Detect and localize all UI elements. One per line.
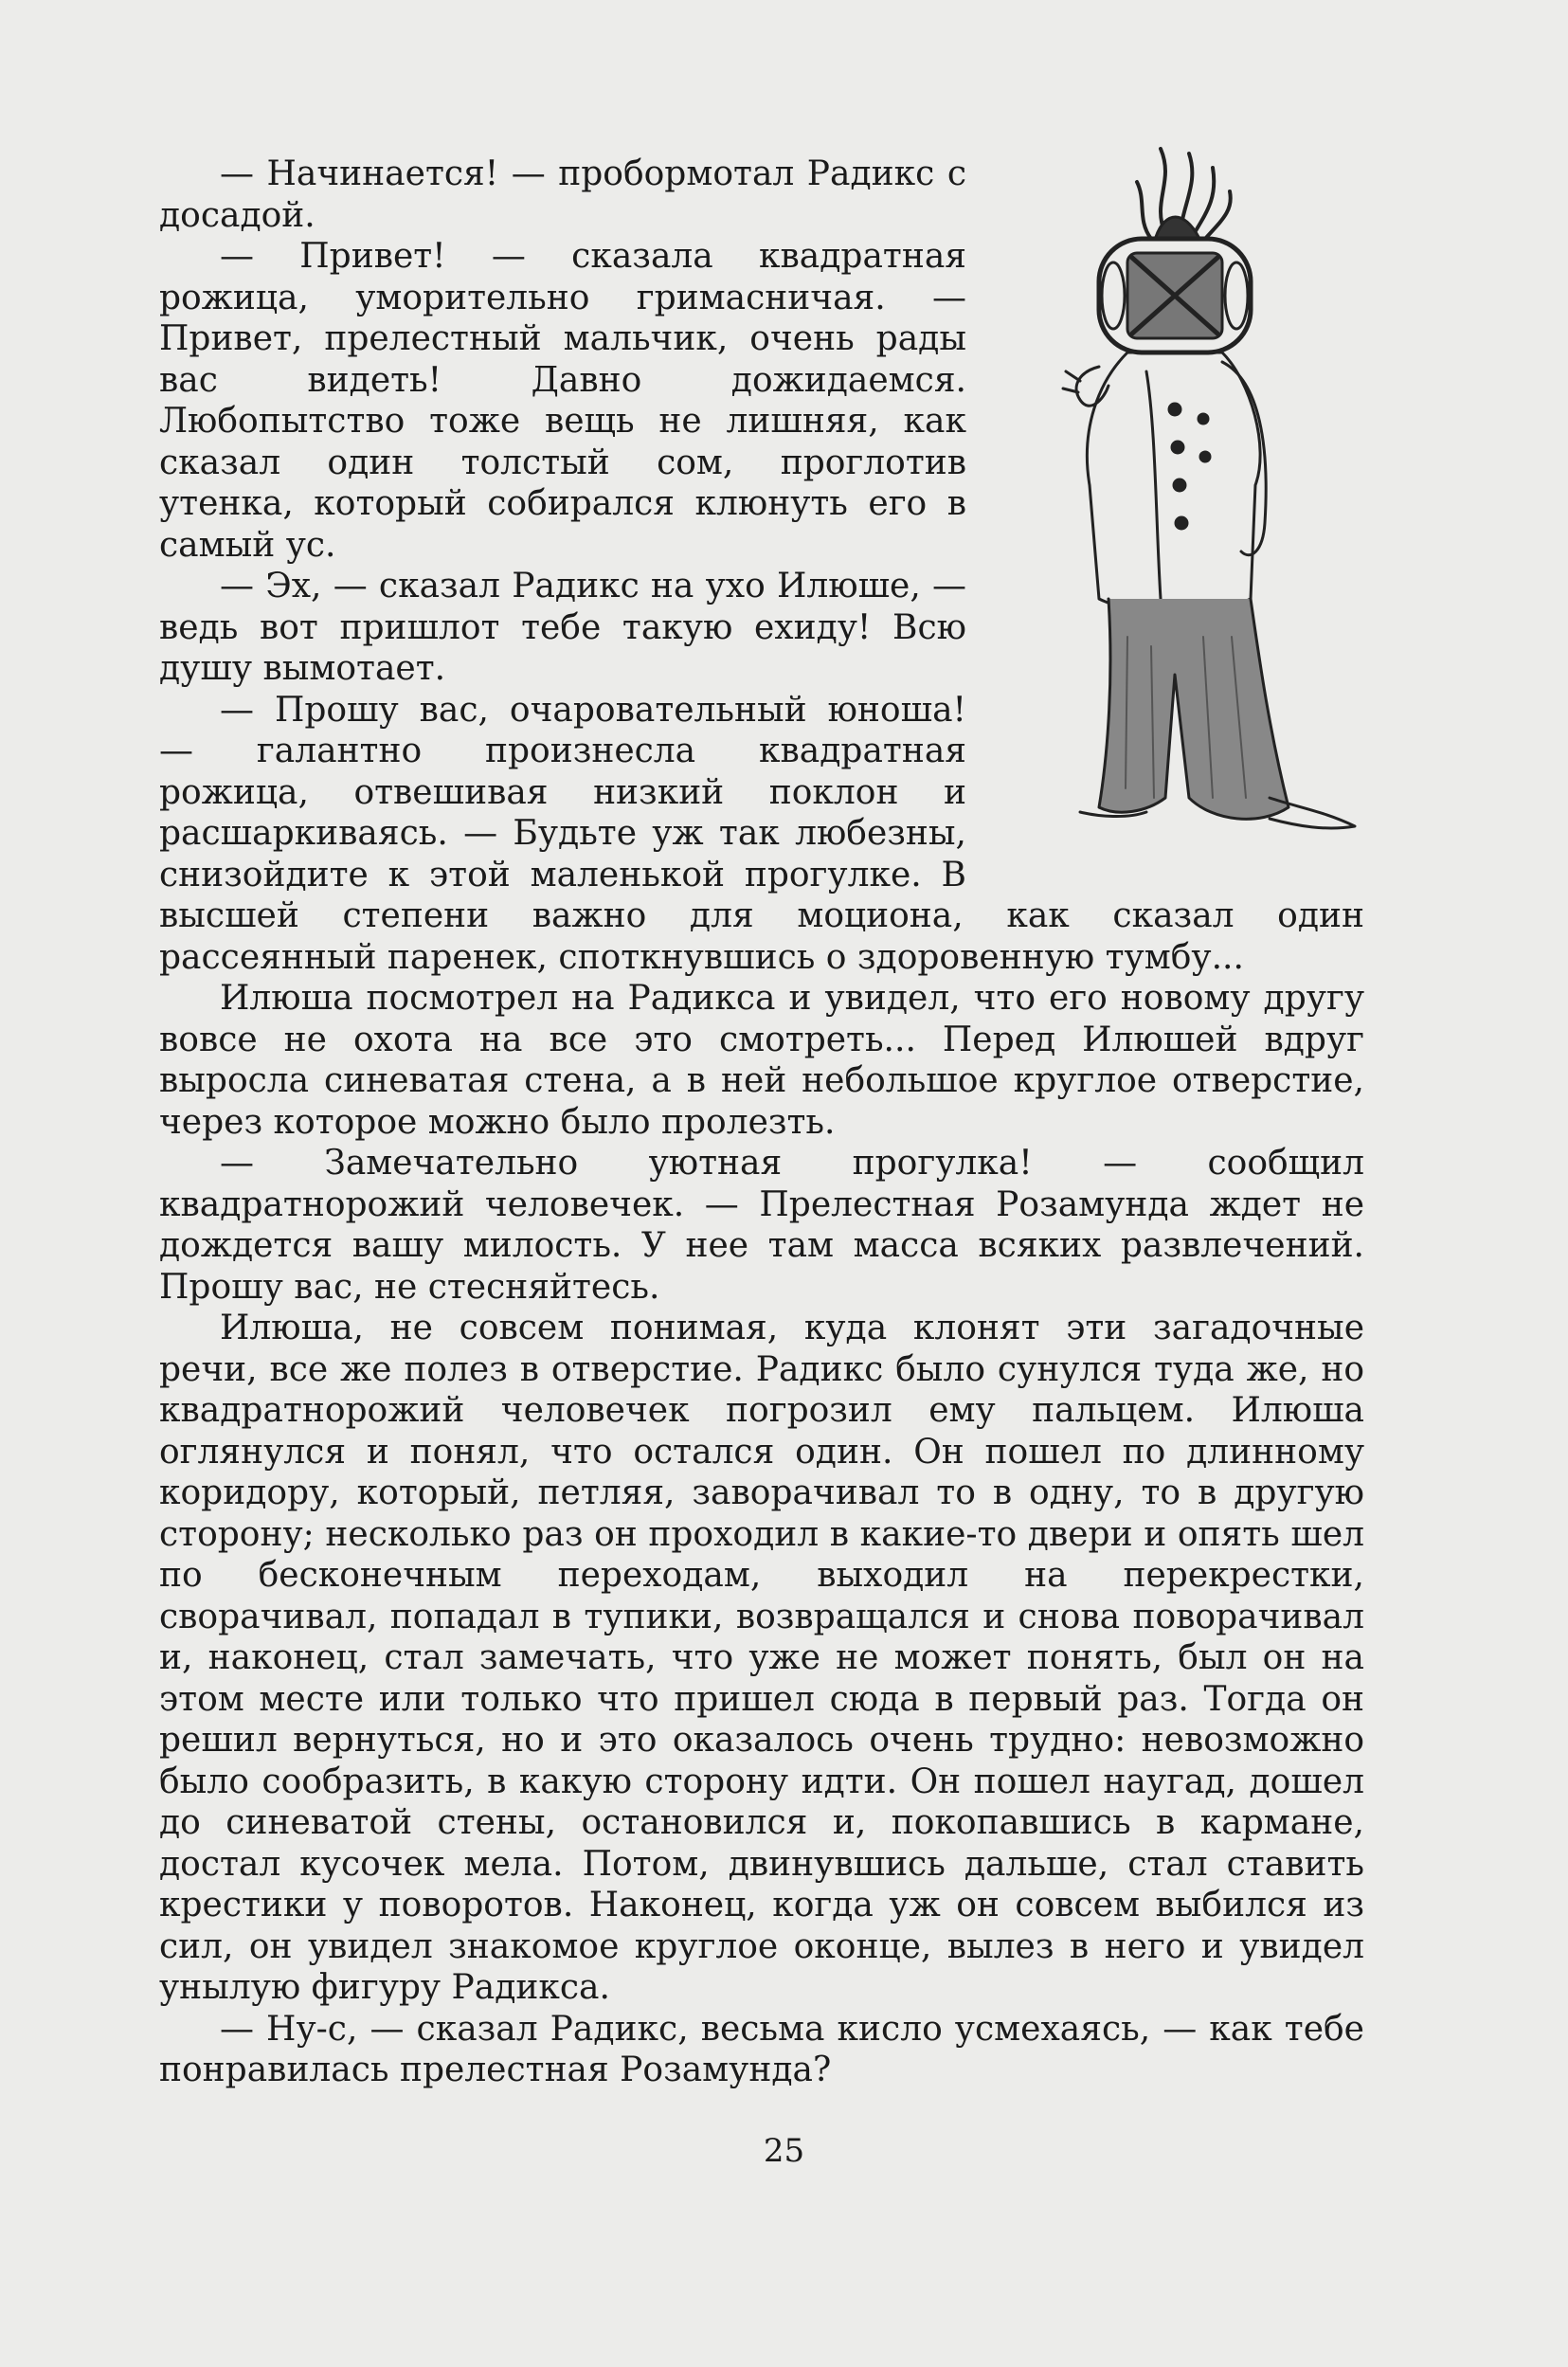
paragraph: Илюша, не совсем понимая, куда клонят эти загадочные речи, все же полез в отверстие. Радикс было сунулся туда же, но квадратнорожий человечек погрозил ему пальцем. Илюша оглянулся и понял, что остался один. Он пошел по длинному коридору, который, петляя, заворачивал то в одну, то в другую сторону; несколько раз он проходил в какие-то двери и опять шел по бесконечным переходам, выходил на перекрестки, сворачивал, попадал в тупики, возвращался и снова поворачивал и, наконец, стал замечать, что уже не может понять, был он на этом месте или только что пришел сюда в первый раз. Тогда он решил вернуться, но и это оказалось очень трудно: невозможно было сообразить, в какую сторону идти. Он пошел наугад, дошел до синеватой стены, остановился и, покопавшись в кармане, достал кусочек мела. Потом, двинувшись дальше, стал ставить крестики у поворотов. Наконец, когда уж он совсем выбился из сил, он увидел знакомое круглое оконце, вылез в него и увидел унылую фигуру Радикса. — [159, 1309, 1364, 2007]
paragraph: — Привет! — сказала квадратная рожица, уморительно гримасничая. — Привет, прелестный мальчик, очень рады вас видеть! Давно дожидаемся. Любопытство тоже вещь не лишняя, как сказал один толстый сом, проглотив утенка, который собирался клюнуть его в самый ус. — [159, 237, 966, 565]
paragraph: — Прошу вас, очаровательный юноша! — галантно произнесла квадратная рожица, отвешивая низкий поклон и расшаркиваясь. — Будьте уж так любезны, снизойдите к этой маленькой прогулке. В высшей степени важно для моциона, как сказал один рассеянный паренек, споткнувшись о здоровенную тумбу... — [159, 690, 1364, 977]
body-text — [159, 154, 1364, 2091]
paragraph: — Начинается! — пробормотал Радикс с досадой. — [159, 154, 966, 235]
page-number: 25 — [763, 2132, 805, 2170]
paragraph: Илюша посмотрел на Радикса и увидел, что его новому другу вовсе не охота на все это смотреть... Перед Илюшей вдруг выросла синеватая стена, а в ней небольшое круглое отверстие, через которое можно было пролезть. — [159, 979, 1364, 1142]
paragraph: — Ну-с, — сказал Радикс, весьма кисло усмехаясь, — как тебе понравилась прелестная Розамунда? — [159, 2009, 1364, 2089]
paragraph: — Эх, — сказал Радикс на ухо Илюше, — ведь вот пришлот тебе такую ехиду! Всю душу вымотает. — [159, 567, 966, 688]
illustration-figure — [985, 144, 1364, 864]
paragraph: — Замечательно уютная прогулка! — сообщил квадратнорожий человечек. — Прелестная Розамунда ждет не дождется вашу милость. У нее там масса всяких развлечений. Прошу вас, не стесняйтесь. — [159, 1144, 1364, 1307]
square-faced-man-illustration — [985, 144, 1364, 864]
